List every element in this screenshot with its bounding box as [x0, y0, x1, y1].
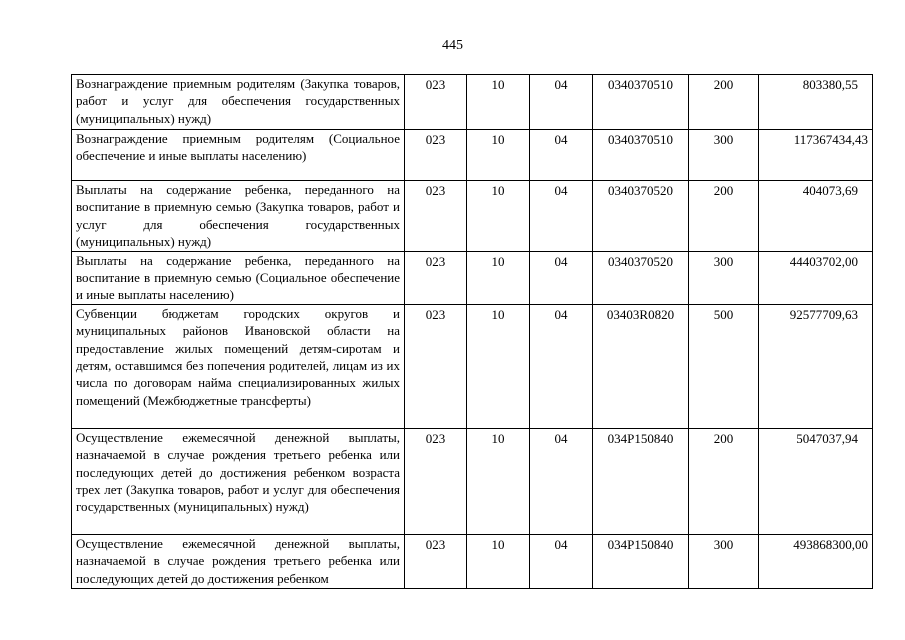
subsection-code: 04 [530, 181, 593, 252]
row-description: Вознаграждение приемным родителям (Закупка товаров, работ и услуг для обеспечения государственных (муниципальных) нужд) [72, 75, 405, 130]
ministry-code: 023 [405, 304, 467, 428]
ministry-code: 023 [405, 75, 467, 130]
table-row [72, 251, 873, 304]
row-description: Осуществление ежемесячной денежной выплаты, назначаемой в случае рождения третьего ребенка или последующих детей до достижения ребенком [72, 534, 405, 588]
expense-type-code: 300 [689, 130, 759, 181]
row-description: Вознаграждение приемным родителям (Социальное обеспечение и иные выплаты населению) [72, 130, 405, 181]
table-row [72, 304, 873, 428]
budget-table [71, 74, 873, 589]
table-row [72, 75, 873, 130]
target-article-code: 0340370510 [593, 130, 689, 181]
ministry-code: 023 [405, 130, 467, 181]
table-row [72, 181, 873, 252]
section-code: 10 [467, 181, 530, 252]
row-description: Осуществление ежемесячной денежной выплаты, назначаемой в случае рождения третьего ребенка или последующих детей до достижения ребенком возраста трех лет (Закупка товаров, работ и услуг для обеспечения государственных (муниципальных) нужд) [72, 428, 405, 534]
amount-value: 92577709,63 [759, 304, 873, 428]
target-article-code: 034P150840 [593, 534, 689, 588]
expense-type-code: 300 [689, 534, 759, 588]
amount-value: 44403702,00 [759, 251, 873, 304]
table-row [72, 130, 873, 181]
expense-type-code: 200 [689, 75, 759, 130]
ministry-code: 023 [405, 181, 467, 252]
expense-type-code: 200 [689, 428, 759, 534]
expense-type-code: 200 [689, 181, 759, 252]
amount-value: 5047037,94 [759, 428, 873, 534]
amount-value: 493868300,00 [759, 534, 873, 588]
row-description: Выплаты на содержание ребенка, переданного на воспитание в приемную семью (Закупка товаров, работ и услуг для обеспечения государственных (муниципальных) нужд) [72, 181, 405, 252]
subsection-code: 04 [530, 251, 593, 304]
section-code: 10 [467, 534, 530, 588]
section-code: 10 [467, 75, 530, 130]
table-row [72, 534, 873, 588]
row-description: Выплаты на содержание ребенка, переданного на воспитание в приемную семью (Социальное обеспечение и иные выплаты населению) [72, 251, 405, 304]
section-code: 10 [467, 251, 530, 304]
target-article-code: 0340370510 [593, 75, 689, 130]
table-row [72, 428, 873, 534]
subsection-code: 04 [530, 534, 593, 588]
amount-value: 803380,55 [759, 75, 873, 130]
section-code: 10 [467, 130, 530, 181]
target-article-code: 0340370520 [593, 181, 689, 252]
target-article-code: 034P150840 [593, 428, 689, 534]
expense-type-code: 300 [689, 251, 759, 304]
subsection-code: 04 [530, 130, 593, 181]
ministry-code: 023 [405, 428, 467, 534]
expense-type-code: 500 [689, 304, 759, 428]
subsection-code: 04 [530, 428, 593, 534]
ministry-code: 023 [405, 534, 467, 588]
amount-value: 117367434,43 [759, 130, 873, 181]
ministry-code: 023 [405, 251, 467, 304]
subsection-code: 04 [530, 304, 593, 428]
target-article-code: 03403R0820 [593, 304, 689, 428]
amount-value: 404073,69 [759, 181, 873, 252]
target-article-code: 0340370520 [593, 251, 689, 304]
row-description: Субвенции бюджетам городских округов и муниципальных районов Ивановской области на предоставление жилых помещений детям-сиротам и детям, оставшимся без попечения родителей, лицам из их числа по договорам найма специализированных жилых помещений (Межбюджетные трансферты) [72, 304, 405, 428]
subsection-code: 04 [530, 75, 593, 130]
page-number: 445 [442, 38, 463, 53]
section-code: 10 [467, 428, 530, 534]
section-code: 10 [467, 304, 530, 428]
